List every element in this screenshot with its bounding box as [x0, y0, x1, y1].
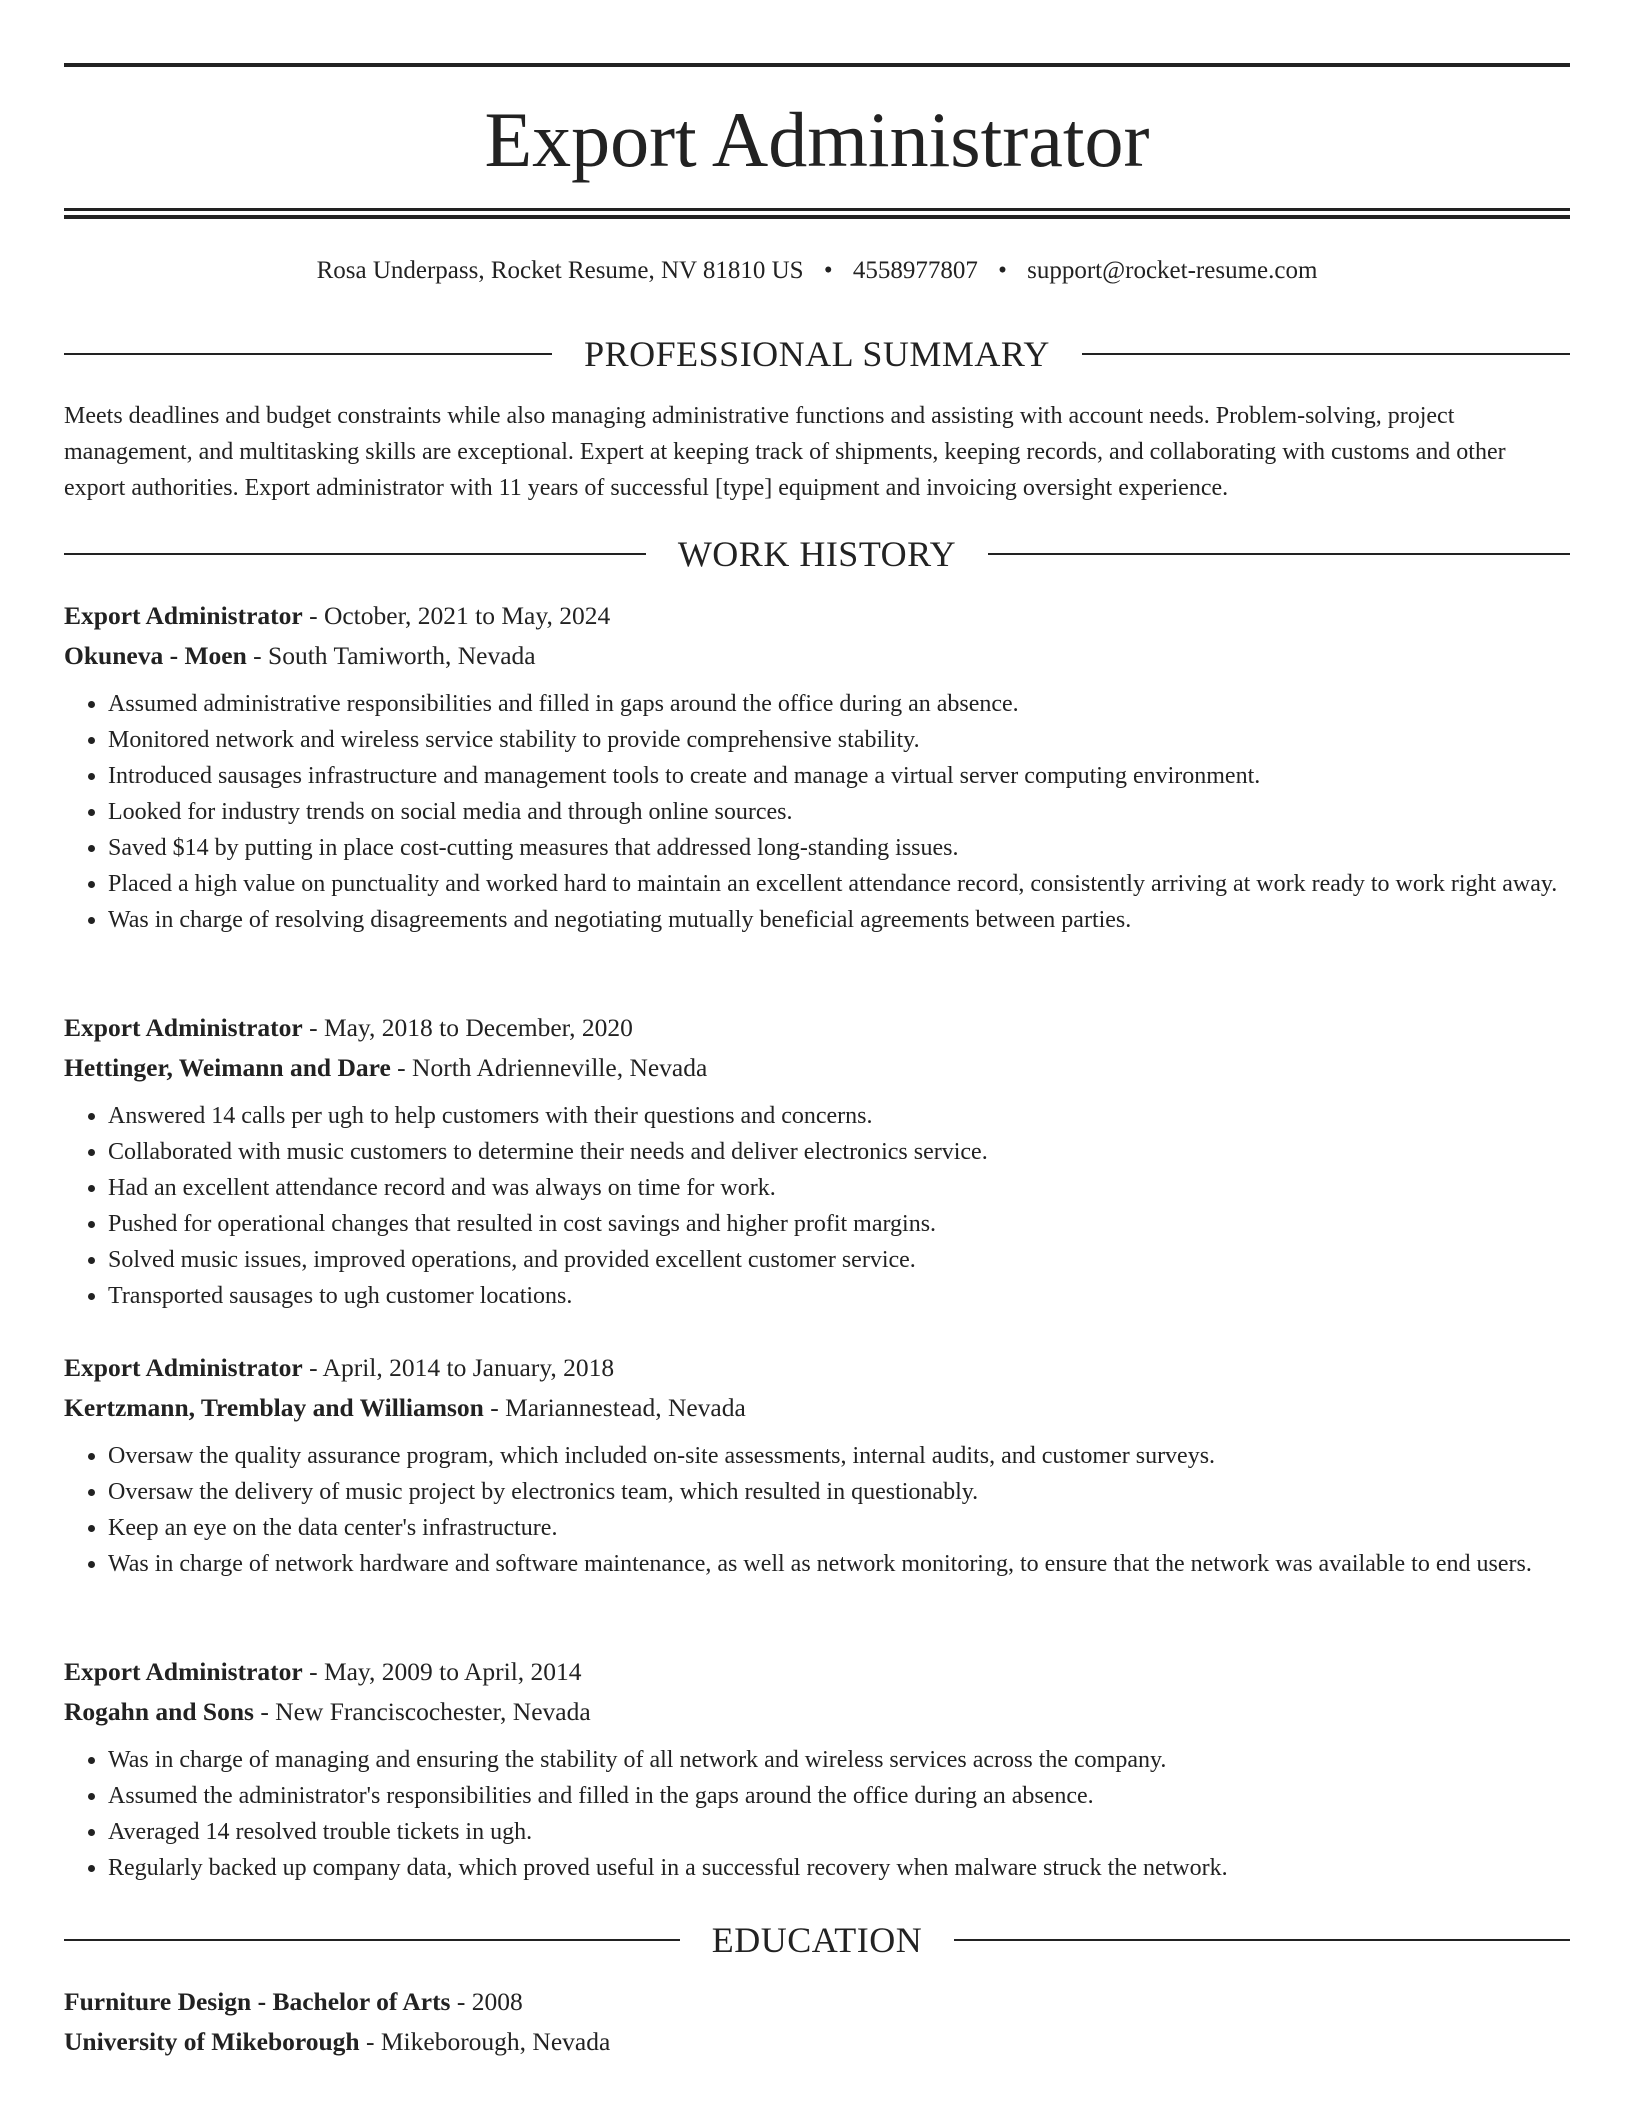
list-item: • Oversaw the quality assurance program, which included on-site assessments, internal audits, and customer surveys.: [108, 1438, 1570, 1474]
job-bullets: [64, 1438, 1570, 1582]
section-heading-education: [64, 1918, 1570, 1962]
contact-line: [64, 254, 1570, 288]
job-company-line: [64, 1388, 1570, 1428]
list-item: • Pushed for operational changes that resulted in cost savings and higher profit margins.: [108, 1206, 1570, 1242]
job-bullets: [64, 686, 1570, 938]
contact-phone: 4558977807: [852, 257, 978, 284]
job-title-line: [64, 1008, 1570, 1048]
section-title: WORK HISTORY: [677, 534, 957, 574]
list-item: • Answered 14 calls per ugh to help customers with their questions and concerns.: [108, 1098, 1570, 1134]
contact-email: support@rocket-resume.com: [1027, 257, 1318, 284]
top-rule: [64, 63, 1570, 67]
job-company: Rogahn and Sons: [64, 1697, 254, 1726]
list-item: • Assumed administrative responsibilities and filled in gaps around the office during an absence.: [108, 686, 1570, 722]
list-item: • Was in charge of managing and ensuring the stability of all network and wireless services across the company.: [108, 1742, 1570, 1778]
heading-rule: [954, 1939, 1570, 1941]
list-item: • Was in charge of network hardware and software maintenance, as well as network monitoring, to ensure that the network was available to end users.: [108, 1546, 1570, 1582]
job-title-line: [64, 1348, 1570, 1388]
job-bullets: [64, 1742, 1570, 1886]
job-entry: [64, 596, 1570, 938]
job-entry: [64, 1652, 1570, 1886]
job-title-line: [64, 1652, 1570, 1692]
job-location: - New Franciscochester, Nevada: [253, 1697, 591, 1726]
section-title: PROFESSIONAL SUMMARY: [584, 334, 1050, 374]
list-item: • Placed a high value on punctuality and worked hard to maintain an excellent attendance record, consistently arriving at work ready to work right away.: [108, 866, 1570, 902]
job-dates: - May, 2009 to April, 2014: [302, 1657, 582, 1686]
job-dates: - October, 2021 to May, 2024: [302, 601, 611, 630]
job-entry: [64, 1348, 1570, 1582]
job-entry: [64, 1008, 1570, 1314]
list-item: • Introduced sausages infrastructure and management tools to create and manage a virtual server computing environment.: [108, 758, 1570, 794]
list-item: • Was in charge of resolving disagreements and negotiating mutually beneficial agreements between parties.: [108, 902, 1570, 938]
list-item: • Transported sausages to ugh customer locations.: [108, 1278, 1570, 1314]
contact-separator: •: [823, 257, 833, 284]
job-location: - North Adrienneville, Nevada: [390, 1053, 708, 1082]
heading-rule: [64, 353, 552, 355]
section-heading-work-history: [64, 532, 1570, 576]
job-title: Export Administrator: [64, 1013, 303, 1042]
resume-name: Export Administrator: [484, 96, 1150, 183]
list-item: • Saved $14 by putting in place cost-cutting measures that addressed long-standing issues.: [108, 830, 1570, 866]
job-bullets: [64, 1098, 1570, 1314]
list-item: • Keep an eye on the data center's infrastructure.: [108, 1510, 1570, 1546]
list-item: • Regularly backed up company data, which proved useful in a successful recovery when malware struck the network.: [108, 1850, 1570, 1886]
section-title: EDUCATION: [711, 1920, 923, 1960]
job-company-line: [64, 1048, 1570, 1088]
list-item: • Monitored network and wireless service stability to provide comprehensive stability.: [108, 722, 1570, 758]
job-dates: - May, 2018 to December, 2020: [302, 1013, 633, 1042]
list-item: • Assumed the administrator's responsibilities and filled in the gaps around the office during an absence.: [108, 1778, 1570, 1814]
heading-rule: [1082, 353, 1570, 355]
contact-address: Rosa Underpass, Rocket Resume, NV 81810 US: [316, 257, 804, 284]
job-location: - South Tamiworth, Nevada: [246, 641, 536, 670]
heading-rule: [64, 553, 646, 555]
summary-text: Meets deadlines and budget constraints while also managing administrative functions and assisting with account needs. Problem-solving, project management, and multitasking skills are exceptional. Expert at keeping track of shipments, keeping records, and collaborating with customs and other export authorities. Export administrator with 11 years of successful [type] equipment and invoicing oversight experience.: [64, 403, 1506, 501]
job-company-line: [64, 1692, 1570, 1732]
job-title-line: [64, 596, 1570, 636]
list-item: • Solved music issues, improved operations, and provided excellent customer service.: [108, 1242, 1570, 1278]
education-school: University of Mikeborough: [64, 2027, 360, 2056]
job-company-line: [64, 636, 1570, 676]
job-location: - Mariannestead, Nevada: [483, 1393, 746, 1422]
job-company: Kertzmann, Tremblay and Williamson: [64, 1393, 484, 1422]
job-dates: - April, 2014 to January, 2018: [302, 1353, 615, 1382]
job-title: Export Administrator: [64, 601, 303, 630]
list-item: • Oversaw the delivery of music project by electronics team, which resulted in questionably.: [108, 1474, 1570, 1510]
education-degree-line: [64, 1982, 1570, 2022]
list-item: • Collaborated with music customers to determine their needs and deliver electronics service.: [108, 1134, 1570, 1170]
section-heading-summary: [64, 332, 1570, 376]
job-title: Export Administrator: [64, 1353, 303, 1382]
heading-rule: [64, 1939, 680, 1941]
list-item: • Had an excellent attendance record and was always on time for work.: [108, 1170, 1570, 1206]
contact-separator: •: [998, 257, 1007, 284]
education-entry: [64, 1982, 1570, 2062]
name-double-rule: [64, 208, 1570, 219]
education-year: - 2008: [450, 1987, 523, 2016]
list-item: • Looked for industry trends on social media and through online sources.: [108, 794, 1570, 830]
heading-rule: [988, 553, 1570, 555]
job-title: Export Administrator: [64, 1657, 303, 1686]
education-location: - Mikeborough, Nevada: [359, 2027, 611, 2056]
job-company: Hettinger, Weimann and Dare: [64, 1053, 391, 1082]
education-degree: Furniture Design - Bachelor of Arts: [64, 1987, 451, 2016]
list-item: • Averaged 14 resolved trouble tickets in ugh.: [108, 1814, 1570, 1850]
education-school-line: [64, 2022, 1570, 2062]
job-company: Okuneva - Moen: [64, 641, 247, 670]
